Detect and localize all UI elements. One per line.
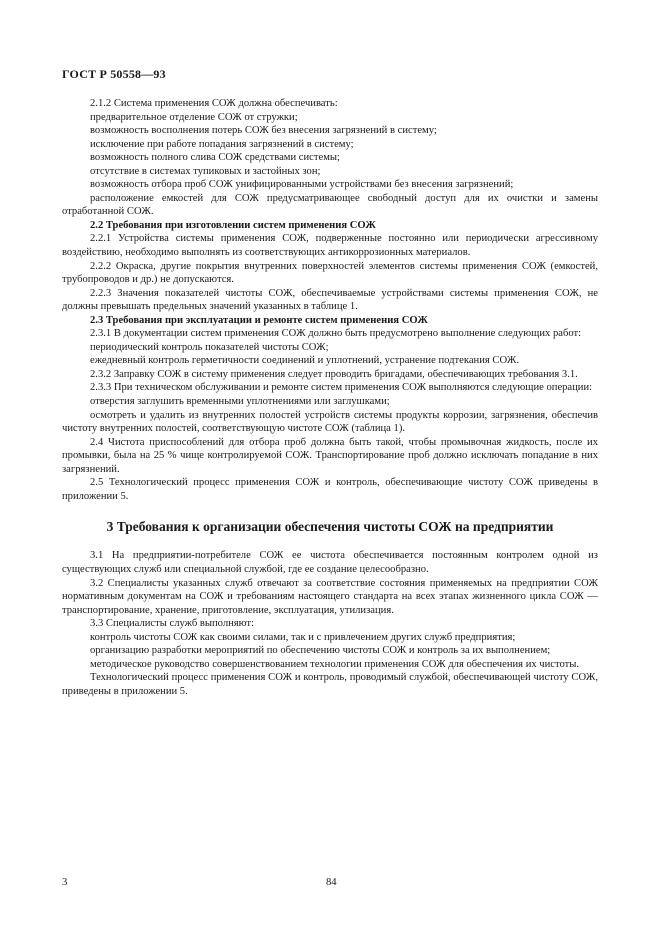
list-item: отверстия заглушить временными уплотнениями или заглушками; xyxy=(90,396,390,408)
list-item: возможность отбора проб СОЖ унифицированными устройствами без внесения загрязнений; xyxy=(90,179,514,191)
paragraph-2-2-1: 2.2.1 Устройства системы применения СОЖ, подверженные постоянно или периодически агрессивному воздействию, необходимо выполнять из соответствующих антикоррозионных материалов. xyxy=(62,233,598,259)
page-number: 3 xyxy=(62,877,68,888)
list-item: отсутствие в системах тупиковых и застойных зон; xyxy=(90,165,321,177)
paragraph-2-4: 2.4 Чистота приспособлений для отбора проб должна быть такой, чтобы промывочная жидкость, после их промывки, была на 25 % чище контролируемой СОЖ. Транспортирование проб должно исключать попадание в них загрязнений. xyxy=(62,436,598,475)
paragraph-closing: Технологический процесс применения СОЖ и контроль, проводимый службой, обеспечивающей чистоту СОЖ, приведены в приложении 5. xyxy=(62,672,598,697)
list-item: осмотреть и удалить из внутренних полостей устройств системы продукты коррозии, загрязнения, обеспечив чистоту внутренних полостей, соответствующую чистоте СОЖ (таблица 1). xyxy=(62,409,598,435)
list-item: расположение емкостей для СОЖ предусматривающее свободный доступ для их очистки и замены отработанной СОЖ. xyxy=(62,192,598,218)
paragraph-2-3-2: 2.3.2 Заправку СОЖ в систему применения следует проводить бригадами, обеспечивающих требования 3.1. xyxy=(90,368,578,380)
paragraph-2-5: 2.5 Технологический процесс применения СОЖ и контроль, обеспечивающие чистоту СОЖ приведены в приложении 5. xyxy=(62,477,598,502)
section-3-heading: 3 Требования к организации обеспечения чистоты СОЖ на предприятии xyxy=(106,519,554,535)
list-item: исключение при работе попадания загрязнений в систему; xyxy=(90,138,354,150)
paragraph-3-1: 3.1 На предприятии-потребителе СОЖ ее чистота обеспечивается постоянным контролем одной из существующих служб или специальной службой, где ее создание целесообразно. xyxy=(62,550,598,575)
paragraph-3-3: 3.3 Специалисты служб выполняют: xyxy=(90,618,255,630)
list-item: контроль чистоты СОЖ как своими силами, так и с привлечением других служб предприятия; xyxy=(90,631,516,643)
paragraph-2-3-1: 2.3.1 В документации систем применения СОЖ должно быть предусмотрено выполнение следующих работ: xyxy=(90,328,582,340)
paragraph-2-1-2: 2.1.2 Система применения СОЖ должна обеспечивать: xyxy=(90,98,338,109)
paragraph-3-2: 3.2 Специалисты указанных служб отвечают за соответствие состояния применяемых на предприятии СОЖ нормативным документам на СОЖ и требованиям настоящего стандарта на всех этапах жизненного цикла СОЖ — транспортирование, хранение, приготовление, эксплуатация, утилизация. xyxy=(62,577,598,616)
paragraph-2-3-3: 2.3.3 При техническом обслуживании и ремонте систем применения СОЖ выполняются следующие операции: xyxy=(90,382,593,394)
sheet-number: 84 xyxy=(326,877,337,888)
list-item: предварительное отделение СОЖ от стружки; xyxy=(90,111,298,123)
list-item: периодический контроль показателей чистоты СОЖ; xyxy=(90,341,329,353)
list-item: возможность восполнения потерь СОЖ без внесения загрязнений в систему; xyxy=(90,125,437,137)
paragraph-2-2-2: 2.2.2 Окраска, другие покрытия внутренних поверхностей элементов системы применения СОЖ (емкостей, трубопроводов и др.) не допускаются. xyxy=(62,260,598,286)
document-body xyxy=(62,97,598,698)
document-code-header: ГОСТ Р 50558—93 xyxy=(62,67,166,81)
list-item: ежедневный контроль герметичности соединений и уплотнений, устранение подтекания СОЖ. xyxy=(90,355,519,367)
list-item: возможность полного слива СОЖ средствами системы; xyxy=(90,152,340,164)
subsection-heading-2-3: 2.3 Требования при эксплуатации и ремонте систем применения СОЖ xyxy=(90,314,428,326)
list-item: организацию разработки мероприятий по обеспечению чистоты СОЖ и контроль за их выполнением; xyxy=(90,645,551,657)
subsection-heading-2-2: 2.2 Требования при изготовлении систем применения СОЖ xyxy=(90,219,376,231)
list-item: методическое руководство совершенствованием технологии применения СОЖ для обеспечения их чистоты. xyxy=(90,658,580,670)
paragraph-2-2-3: 2.2.3 Значения показателей чистоты СОЖ, обеспечиваемые устройствами системы применения СОЖ, не должны превышать предельных значений указанных в таблице 1. xyxy=(62,287,598,313)
